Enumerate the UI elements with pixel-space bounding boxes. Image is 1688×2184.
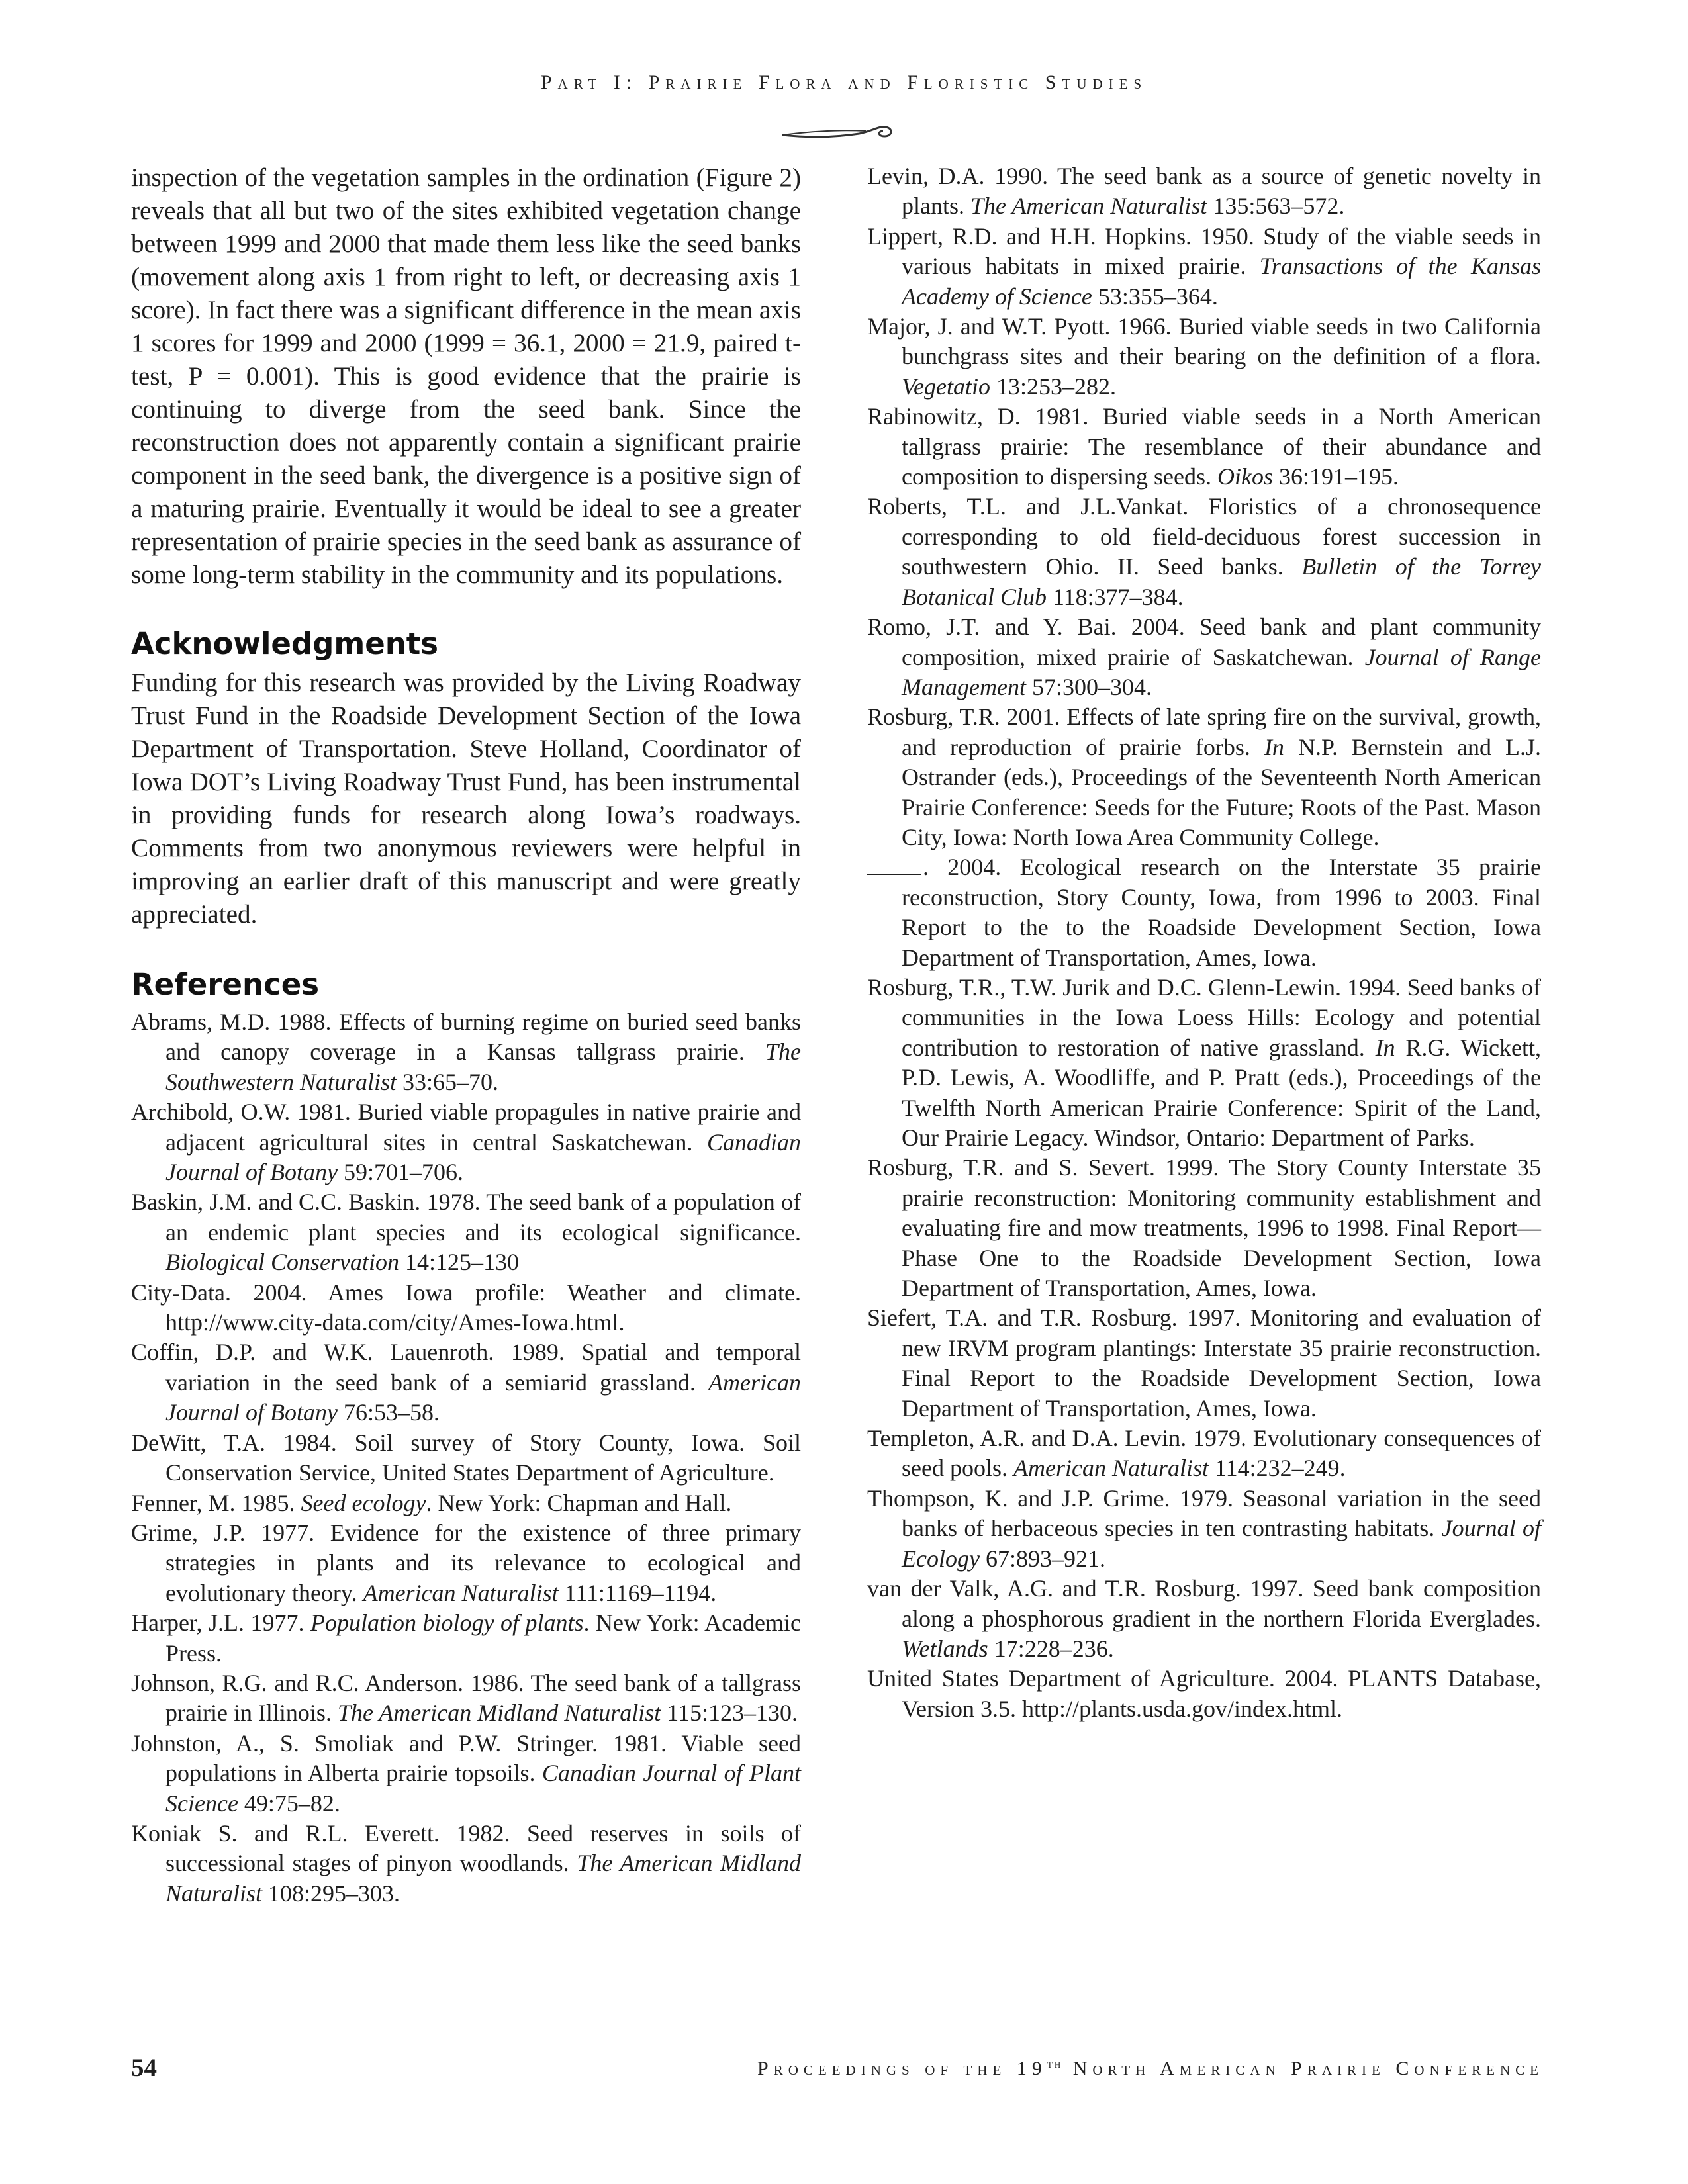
reference-volume: 14:125–130 — [399, 1249, 519, 1276]
reference-text: Abrams, M.D. 1988. Effects of burning regime on buried seed banks and canopy coverage in a Kansas tallgrass prairie. — [131, 1009, 801, 1066]
reference-journal: Journal of Ecology — [902, 1515, 1541, 1572]
reference-entry — [867, 161, 1541, 222]
reference-volume: 13:253–282. — [990, 373, 1116, 400]
ornament-flourish-icon — [780, 118, 899, 144]
reference-entry — [867, 1484, 1541, 1574]
reference-entry — [867, 1664, 1541, 1724]
reference-text: Templeton, A.R. and D.A. Levin. 1979. Evolutionary consequences of seed pools. — [867, 1425, 1541, 1482]
reference-journal: Biological Conservation — [165, 1249, 399, 1276]
reference-entry — [867, 973, 1541, 1153]
acknowledgments-heading: Acknowledgments — [131, 626, 439, 661]
reference-journal: American Naturalist — [363, 1579, 559, 1606]
reference-volume: 17:228–236. — [988, 1635, 1114, 1662]
reference-entry — [867, 1424, 1541, 1484]
reference-text: Romo, J.T. and Y. Bai. 2004. Seed bank and plant community composition, mixed prairie of Saskatchewan. — [867, 614, 1541, 670]
reference-entry — [867, 612, 1541, 702]
reference-volume: 59:701–706. — [337, 1159, 463, 1186]
intro-paragraph: inspection of the vegetation samples in the ordination (Figure 2) reveals that all but two of the sites exhibited vegetation change between 1999 and 2000 that made them less like the seed banks (movement along axis 1 from right to left, or decreasing axis 1 score). In fact there was a significant difference in the mean axis 1 scores for 1999 and 2000 (1999 = 36.1, 2000 = 21.9, paired t-test, P = 0.001). This is good evidence that the prairie is continuing to diverge from the seed bank. Since the reconstruction does not apparently contain a significant prairie component in the seed bank, the divergence is a positive sign of a maturing prairie. Eventually it would be ideal to see a greater representation of prairie species in the seed bank as assurance of some long-term stability in the community and its populations. — [131, 163, 801, 589]
reference-volume: R.G. Wickett, P.D. Lewis, A. Woodliffe, and P. Pratt (eds.), Proceedings of the Twelfth North American Prairie Conference: Spirit of the Land, Our Prairie Legacy. Windsor, Ontario: Department of Parks. — [902, 1034, 1542, 1151]
reference-volume: 111:1169–1194. — [558, 1579, 717, 1606]
references-list-right — [867, 161, 1541, 1724]
references-list-left — [131, 1007, 801, 1909]
reference-journal: American Naturalist — [1013, 1455, 1209, 1482]
reference-entry — [131, 1608, 801, 1668]
reference-entry — [131, 1097, 801, 1187]
reference-journal: The Southwestern Naturalist — [165, 1038, 801, 1095]
reference-journal: The American Midland Naturalist — [337, 1700, 661, 1727]
reference-entry — [867, 702, 1541, 852]
reference-journal: The American Naturalist — [970, 193, 1207, 220]
reference-entry — [131, 1338, 801, 1428]
reference-volume: 76:53–58. — [337, 1399, 440, 1426]
reference-volume: 57:300–304. — [1025, 673, 1152, 700]
reference-text: City-Data. 2004. Ames Iowa profile: Weather and climate. http://www.city-data.com/city/Ames-Iowa.html. — [131, 1279, 801, 1336]
reference-text: van der Valk, A.G. and T.R. Rosburg. 1997. Seed bank composition along a phosphorous gradient in the northern Florida Everglades. — [867, 1575, 1541, 1632]
reference-volume: 33:65–70. — [397, 1068, 499, 1095]
reference-journal: The American Midland Naturalist — [165, 1850, 801, 1907]
reference-entry — [867, 1153, 1541, 1303]
reference-text: DeWitt, T.A. 1984. Soil survey of Story County, Iowa. Soil Conservation Service, United States Department of Agriculture. — [131, 1429, 801, 1486]
running-header: Part I: Prairie Flora and Floristic Studies — [540, 71, 1148, 93]
reference-text: Johnston, A., S. Smoliak and P.W. Stringer. 1981. Viable seed populations in Alberta prairie topsoils. — [131, 1729, 801, 1787]
reference-volume: 108:295–303. — [262, 1880, 400, 1907]
reference-journal: Vegetatio — [902, 373, 990, 400]
reference-entry — [867, 852, 1541, 973]
reference-journal: Population biology of plants — [310, 1610, 584, 1637]
reference-volume: 53:355–364. — [1092, 283, 1218, 310]
reference-journal: American Journal of Botany — [165, 1369, 801, 1426]
reference-entry — [867, 222, 1541, 312]
reference-text: Coffin, D.P. and W.K. Lauenroth. 1989. Spatial and temporal variation in the seed bank of a semiarid grassland. — [131, 1339, 801, 1396]
reference-entry — [131, 1488, 801, 1518]
reference-journal: Seed ecology — [301, 1489, 426, 1516]
reference-journal: Canadian Journal of Plant Science — [165, 1760, 801, 1817]
footer-title-sup: th — [1047, 2057, 1063, 2071]
reference-text: Major, J. and W.T. Pyott. 1966. Buried viable seeds in two California bunchgrass sites and their bearing on the definition of a flora. — [867, 313, 1541, 370]
reference-volume: N.P. Bernstein and L.J. Ostrander (eds.), Proceedings of the Seventeenth North American Prairie Conference: Seeds for the Future; Roots of the Past. Mason City, Iowa: North Iowa Area Community College. — [902, 733, 1541, 850]
reference-volume: 49:75–82. — [238, 1790, 340, 1817]
reference-entry — [867, 1303, 1541, 1424]
reference-journal: Canadian Journal of Botany — [165, 1128, 801, 1186]
reference-text: Siefert, T.A. and T.R. Rosburg. 1997. Monitoring and evaluation of new IRVM program plantings: Interstate 35 prairie reconstruction. Final Report to the Roadside Development Section, Iowa Department of Transportation, Ames, Iowa. — [867, 1304, 1541, 1422]
reference-volume: 115:123–130. — [661, 1700, 798, 1727]
reference-entry — [867, 312, 1541, 402]
reference-volume: . New York: Chapman and Hall. — [426, 1489, 732, 1516]
reference-entry — [131, 1007, 801, 1097]
reference-volume: . New York: Academic Press. — [165, 1610, 802, 1666]
reference-entry — [867, 402, 1541, 492]
reference-entry — [131, 1278, 801, 1338]
reference-text: Lippert, R.D. and H.H. Hopkins. 1950. Study of the viable seeds in various habitats in mixed prairie. — [867, 222, 1541, 280]
footer-title-pre: Proceedings of the 19 — [757, 2058, 1047, 2079]
reference-journal: Oikos — [1217, 463, 1273, 490]
reference-volume: 135:563–572. — [1207, 193, 1345, 220]
reference-entry — [867, 492, 1541, 612]
reference-journal: In — [1375, 1034, 1395, 1061]
reference-text: United States Department of Agriculture. 2004. PLANTS Database, Version 3.5. http://plants.usda.gov/index.html. — [867, 1665, 1541, 1722]
reference-entry — [131, 1518, 801, 1608]
reference-text: Koniak S. and R.L. Everett. 1982. Seed reserves in soils of successional stages of pinyon woodlands. — [131, 1819, 801, 1877]
footer-title — [757, 2057, 1544, 2080]
reference-entry — [131, 1819, 801, 1909]
repeated-author-rule — [867, 854, 921, 875]
reference-volume: 36:191–195. — [1272, 463, 1399, 490]
reference-entry — [131, 1187, 801, 1277]
reference-text: Roberts, T.L. and J.L.Vankat. Floristics of a chronosequence corresponding to old field-deciduous forest succession in southwestern Ohio. II. Seed banks. — [867, 493, 1541, 580]
reference-entry — [131, 1729, 801, 1819]
reference-text: Johnson, R.G. and R.C. Anderson. 1986. The seed bank of a tallgrass prairie in Illinois. — [131, 1669, 801, 1727]
reference-text: Archibold, O.W. 1981. Buried viable propagules in native prairie and adjacent agricultural sites in central Saskatchewan. — [131, 1099, 801, 1156]
reference-journal: Transactions of the Kansas Academy of Science — [902, 253, 1542, 310]
reference-text: Grime, J.P. 1977. Evidence for the existence of three primary strategies in plants and its relevance to ecological and evolutionary theory. — [131, 1519, 801, 1606]
reference-text: Rosburg, T.R. 2001. Effects of late spring fire on the survival, growth, and reproduction of prairie forbs. — [867, 704, 1541, 760]
reference-volume: 118:377–384. — [1047, 583, 1184, 610]
left-column — [131, 161, 801, 1909]
reference-text: Fenner, M. 1985. — [131, 1489, 301, 1516]
acknowledgments-paragraph: Funding for this research was provided by the Living Roadway Trust Fund in the Roadside Development Section of the Iowa Department of Transportation. Steve Holland, Coordinator of Iowa DOT’s Living Roadway Trust Fund, has been instrumental in providing funds for research along Iowa’s roadways. Comments from two anonymous reviewers were helpful in improving an earlier draft of this manuscript and were greatly appreciated. — [131, 668, 801, 929]
right-column — [867, 161, 1541, 1724]
footer-title-post: North American Prairie Conference — [1062, 2058, 1544, 2079]
reference-entry — [867, 1574, 1541, 1664]
reference-text: Rabinowitz, D. 1981. Buried viable seeds in a North American tallgrass prairie: The resemblance of their abundance and composition to dispersing seeds. — [867, 403, 1541, 490]
reference-entry — [131, 1668, 801, 1729]
reference-journal: Bulletin of the Torrey Botanical Club — [902, 553, 1541, 610]
reference-text: Baskin, J.M. and C.C. Baskin. 1978. The seed bank of a population of an endemic plant species and its ecological significance. — [131, 1189, 801, 1246]
reference-volume: 114:232–249. — [1208, 1455, 1346, 1482]
reference-text: Rosburg, T.R. and S. Severt. 1999. The Story County Interstate 35 prairie reconstruction: Monitoring community establishment and evaluating fire and mow treatments, 1996 to 1998. Final Report—Phase One to the Roadside Development Section, Iowa Department of Transportation, Ames, Iowa. — [867, 1154, 1541, 1302]
reference-journal: Journal of Range Management — [902, 643, 1541, 700]
reference-text: Rosburg, T.R., T.W. Jurik and D.C. Glenn-Lewin. 1994. Seed banks of communities in the Iowa Loess Hills: Ecology and potential contribution to restoration of native grassland. — [867, 974, 1541, 1061]
reference-volume: 67:893–921. — [979, 1545, 1105, 1572]
reference-text: Thompson, K. and J.P. Grime. 1979. Seasonal variation in the seed banks of herbaceous species in ten contrasting habitats. — [867, 1484, 1541, 1542]
reference-text: . 2004. Ecological research on the Interstate 35 prairie reconstruction, Story County, Iowa, from 1996 to 2003. Final Report to the to the Roadside Development Section, Iowa Department of Transportation, Ames, Iowa. — [902, 854, 1541, 971]
reference-journal: In — [1264, 733, 1284, 760]
reference-journal: Wetlands — [902, 1635, 988, 1662]
references-heading: References — [131, 967, 319, 1002]
reference-entry — [131, 1428, 801, 1488]
reference-text: Harper, J.L. 1977. — [131, 1610, 311, 1637]
reference-text: Levin, D.A. 1990. The seed bank as a source of genetic novelty in plants. — [867, 163, 1541, 220]
page-number: 54 — [131, 2054, 157, 2082]
